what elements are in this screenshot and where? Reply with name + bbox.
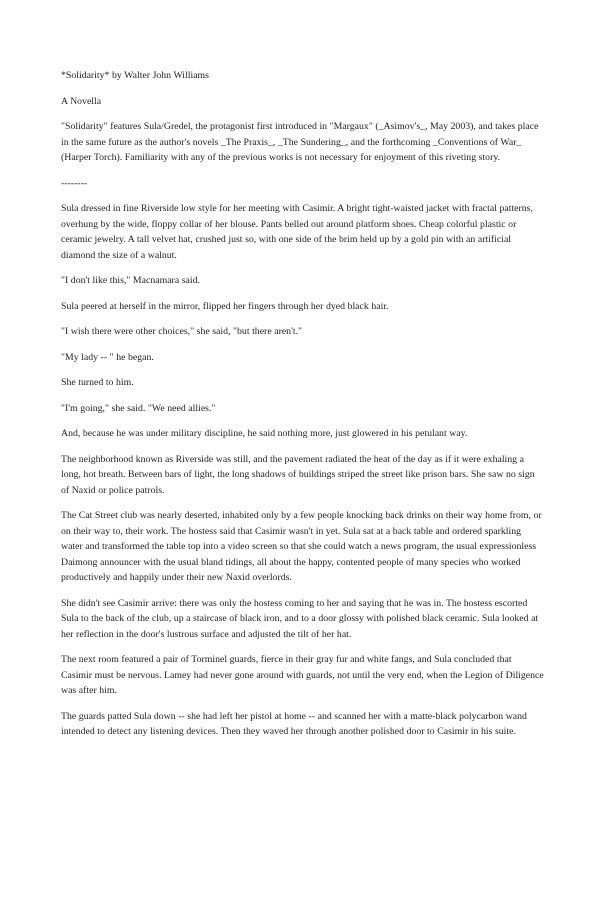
paragraph: The next room featured a pair of Torminel guards, fierce in their gray fur and white fangs, and Sula concluded that Casimir must be nervous. Lamey had never gone around with guards, not until the very end, when the Legion of Diligence was after him.	[61, 654, 544, 696]
paragraph: Sula peered at herself in the mirror, flipped her fingers through her dyed black hair.	[61, 300, 389, 312]
paragraph: She turned to him.	[61, 377, 134, 388]
paragraph: Sula dressed in fine Riverside low style for her meeting with Casimir. A bright tight-waisted jacket with fractal patterns, overhung by the wide, floppy collar of her blouse. Pants belled out around platform shoes. Cheap colorful plastic or ceramic jewelry. A tall velvet hat, crushed just so, with one side of the brim held up by a gold pin with an artificial diamond the size of a walnut.	[61, 203, 533, 261]
paragraph: "I don't like this," Macnamara said.	[61, 275, 200, 286]
paragraph: "I wish there were other choices," she said, "but there aren't."	[61, 326, 303, 337]
paragraph: The guards patted Sula down -- she had left her pistol at home -- and scanned her with a matte-black polycarbon wand intended to detect any listening devices. Then they waved her through another polished door to Casimir in his suite.	[61, 710, 527, 737]
paragraph: And, because he was under military discipline, he said nothing more, just glowered in his petulant way.	[61, 428, 468, 439]
paragraph: The neighborhood known as Riverside was still, and the pavement radiated the heat of the day as if it were exhaling a long, hot breath. Between bars of light, the long shadows of buildings striped the street like prison bars. She saw no sign of Naxid or police patrols.	[61, 453, 535, 496]
paragraph: She didn't see Casimir arrive: there was only the hostess coming to her and saying that he was in. The hostess escorted Sula to the back of the club, up a staircase of black iron, and to a door glossy with polished black ceramic. Sula looked at her reflection in the door's lustrous surface and adjusted the tilt of her hat.	[61, 597, 539, 640]
paragraph: The Cat Street club was nearly deserted, inhabited only by a few people knocking back drinks on their way home from, or on their way to, their work. The hostess said that Casimir wasn't in yet. Sula sat at a back table and ordered sparkling water and transformed the table top into a video screen so that she could watch a news program, the usual expressionless Daimong announcer with the usual bland tidings, all about the happy, contented people of many species who worked productively and happily under their new Naxid overlords.	[61, 510, 542, 583]
paragraph: "My lady -- " he began.	[61, 351, 154, 363]
intro-paragraph: "Solidarity" features Sula/Gredel, the protagonist first introduced in "Margaux" (_Asimov's_, May 2003), and takes place in the same future as the author's novels _The Praxis_, _The Sundering_, and the forthcoming _Conventions of War_ (Harper Torch). Familiarity with any of the previous works is not necessary for enjoyment of this riveting story.	[61, 121, 539, 163]
title-line: *Solidarity* by Walter John Williams	[61, 70, 209, 81]
paragraph: "I'm going," she said. "We need allies."	[61, 402, 216, 414]
section-divider: --------	[61, 177, 88, 189]
document-text-column	[61, 68, 545, 740]
subtitle-line: A Novella	[61, 95, 102, 107]
